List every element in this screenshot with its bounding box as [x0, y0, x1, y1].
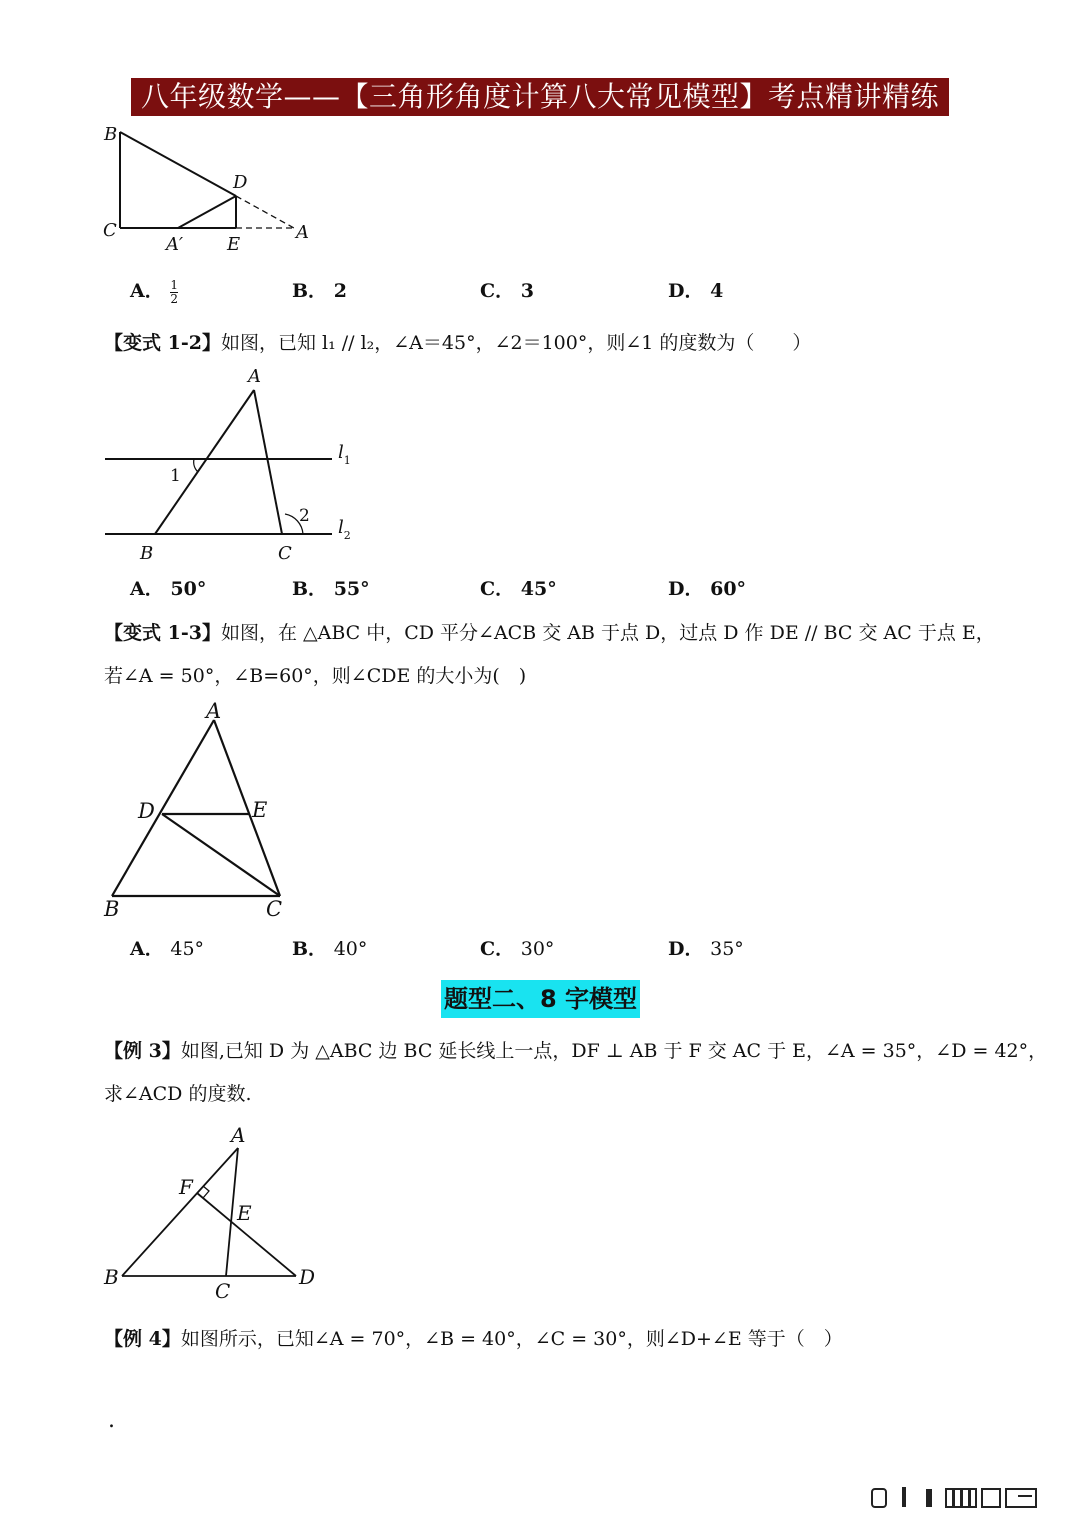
fig1-segment-bd	[120, 132, 236, 196]
fig3-label-e: E	[252, 798, 268, 822]
section-heading: 题型二、8 字模型	[441, 980, 640, 1018]
q13-option-a: A． 45°	[130, 938, 205, 960]
example-4-tag: 【例 4】	[104, 1328, 181, 1350]
watermark-logo	[860, 1485, 1060, 1509]
fig1-label-b: B	[104, 124, 118, 145]
fig1-label-c: C	[103, 220, 117, 241]
question-1-2	[104, 328, 811, 355]
example-4: 【例 4】如图所示，已知∠A = 70°，∠B = 40°，∠C = 30°，则∠D+∠E 等于（ ）	[104, 1328, 843, 1350]
q1-option-a-fraction: $\frac{1}{2}$	[170, 277, 179, 306]
q1-options	[130, 276, 850, 306]
page-title-banner: 八年级数学——【三角形角度计算八大常见模型】考点精讲精练	[131, 78, 949, 116]
q13-option-b: B． 40°	[292, 938, 368, 960]
fig1-label-d: D	[233, 172, 248, 193]
q1-option-a: A． $\frac{1}{2}$	[130, 277, 179, 306]
figure-3-triangle-bisector	[100, 698, 300, 922]
q12-option-c: C． 45°	[480, 578, 557, 600]
fig1-label-a: A	[296, 222, 309, 243]
q1-option-b: B． 2	[292, 280, 347, 302]
fig2-label-a: A	[248, 366, 261, 387]
fig2-label-l1: $l_1$	[338, 442, 351, 467]
fig2-label-angle-1: 1	[170, 466, 181, 486]
fig4-label-f: F	[179, 1175, 193, 1199]
trailing-dot: .	[108, 1408, 115, 1433]
q13-option-c: C． 30°	[480, 938, 555, 960]
fig1-label-e: E	[227, 234, 241, 254]
fig3-segment-ac	[214, 720, 280, 896]
fig3-label-a: A	[206, 699, 222, 723]
fig3-label-c: C	[266, 897, 283, 921]
fig2-label-c: C	[278, 543, 292, 564]
figure-1-right-triangle	[100, 122, 320, 254]
q1-option-c: C． 3	[480, 280, 534, 302]
fig4-label-d: D	[299, 1265, 316, 1289]
fig2-segment-ac	[254, 390, 282, 534]
question-1-2-text: 如图，已知 l₁ // l₂，∠A＝45°，∠2＝100°，则∠1 的度数为（ ）	[220, 332, 812, 354]
figure-2-parallel-lines	[100, 362, 370, 567]
fig2-segment-ab	[155, 390, 254, 534]
fig4-label-e: E	[237, 1201, 252, 1225]
q13-option-d: D． 35°	[668, 938, 744, 960]
q13-options	[130, 934, 850, 964]
fig2-label-angle-2: 2	[299, 506, 310, 526]
example-3-line-2: 求∠ACD 的度数.	[104, 1083, 252, 1105]
q12-option-a: A． 50°	[130, 578, 207, 600]
fig3-segment-dc	[162, 814, 280, 896]
q12-option-d: D． 60°	[668, 578, 747, 600]
fig3-label-d: D	[138, 799, 155, 823]
fig2-label-l2: $l_2$	[338, 517, 351, 542]
fig4-label-c: C	[215, 1279, 231, 1303]
figure-4-eight-shape	[100, 1120, 330, 1305]
question-1-3-line-1: 【变式 1-3】如图，在 △ABC 中，CD 平分∠ACB 交 AB 于点 D，过点 D 作 DE // BC 交 AC 于点 E，	[104, 622, 995, 644]
question-1-3-tag: 【变式 1-3】	[104, 622, 221, 644]
fig3-label-b: B	[104, 897, 120, 921]
q1-option-d: D． 4	[668, 280, 724, 302]
fig4-label-a: A	[231, 1123, 246, 1147]
question-1-2-tag: 【变式 1-2】	[104, 332, 221, 354]
fig1-label-a-prime: A′	[166, 234, 184, 254]
fig3-segment-ab	[112, 720, 214, 896]
question-1-3-line-2: 若∠A = 50°，∠B=60°，则∠CDE 的大小为( )	[104, 665, 527, 687]
fig4-label-b: B	[104, 1265, 119, 1289]
fig4-right-angle-mark	[203, 1186, 209, 1198]
q12-options	[130, 574, 850, 604]
fig2-label-b: B	[140, 543, 154, 564]
fig2-angle-1-arc	[194, 459, 198, 472]
fig1-dashed-da	[236, 196, 294, 228]
fig1-segment-da1	[178, 196, 236, 228]
q12-option-b: B． 55°	[292, 578, 370, 600]
example-3-tag: 【例 3】	[104, 1040, 181, 1062]
example-3-line-1: 【例 3】如图,已知 D 为 △ABC 边 BC 延长线上一点，DF ⊥ AB 于 F 交 AC 于 E，∠A = 35°，∠D = 42°，	[104, 1040, 1048, 1062]
